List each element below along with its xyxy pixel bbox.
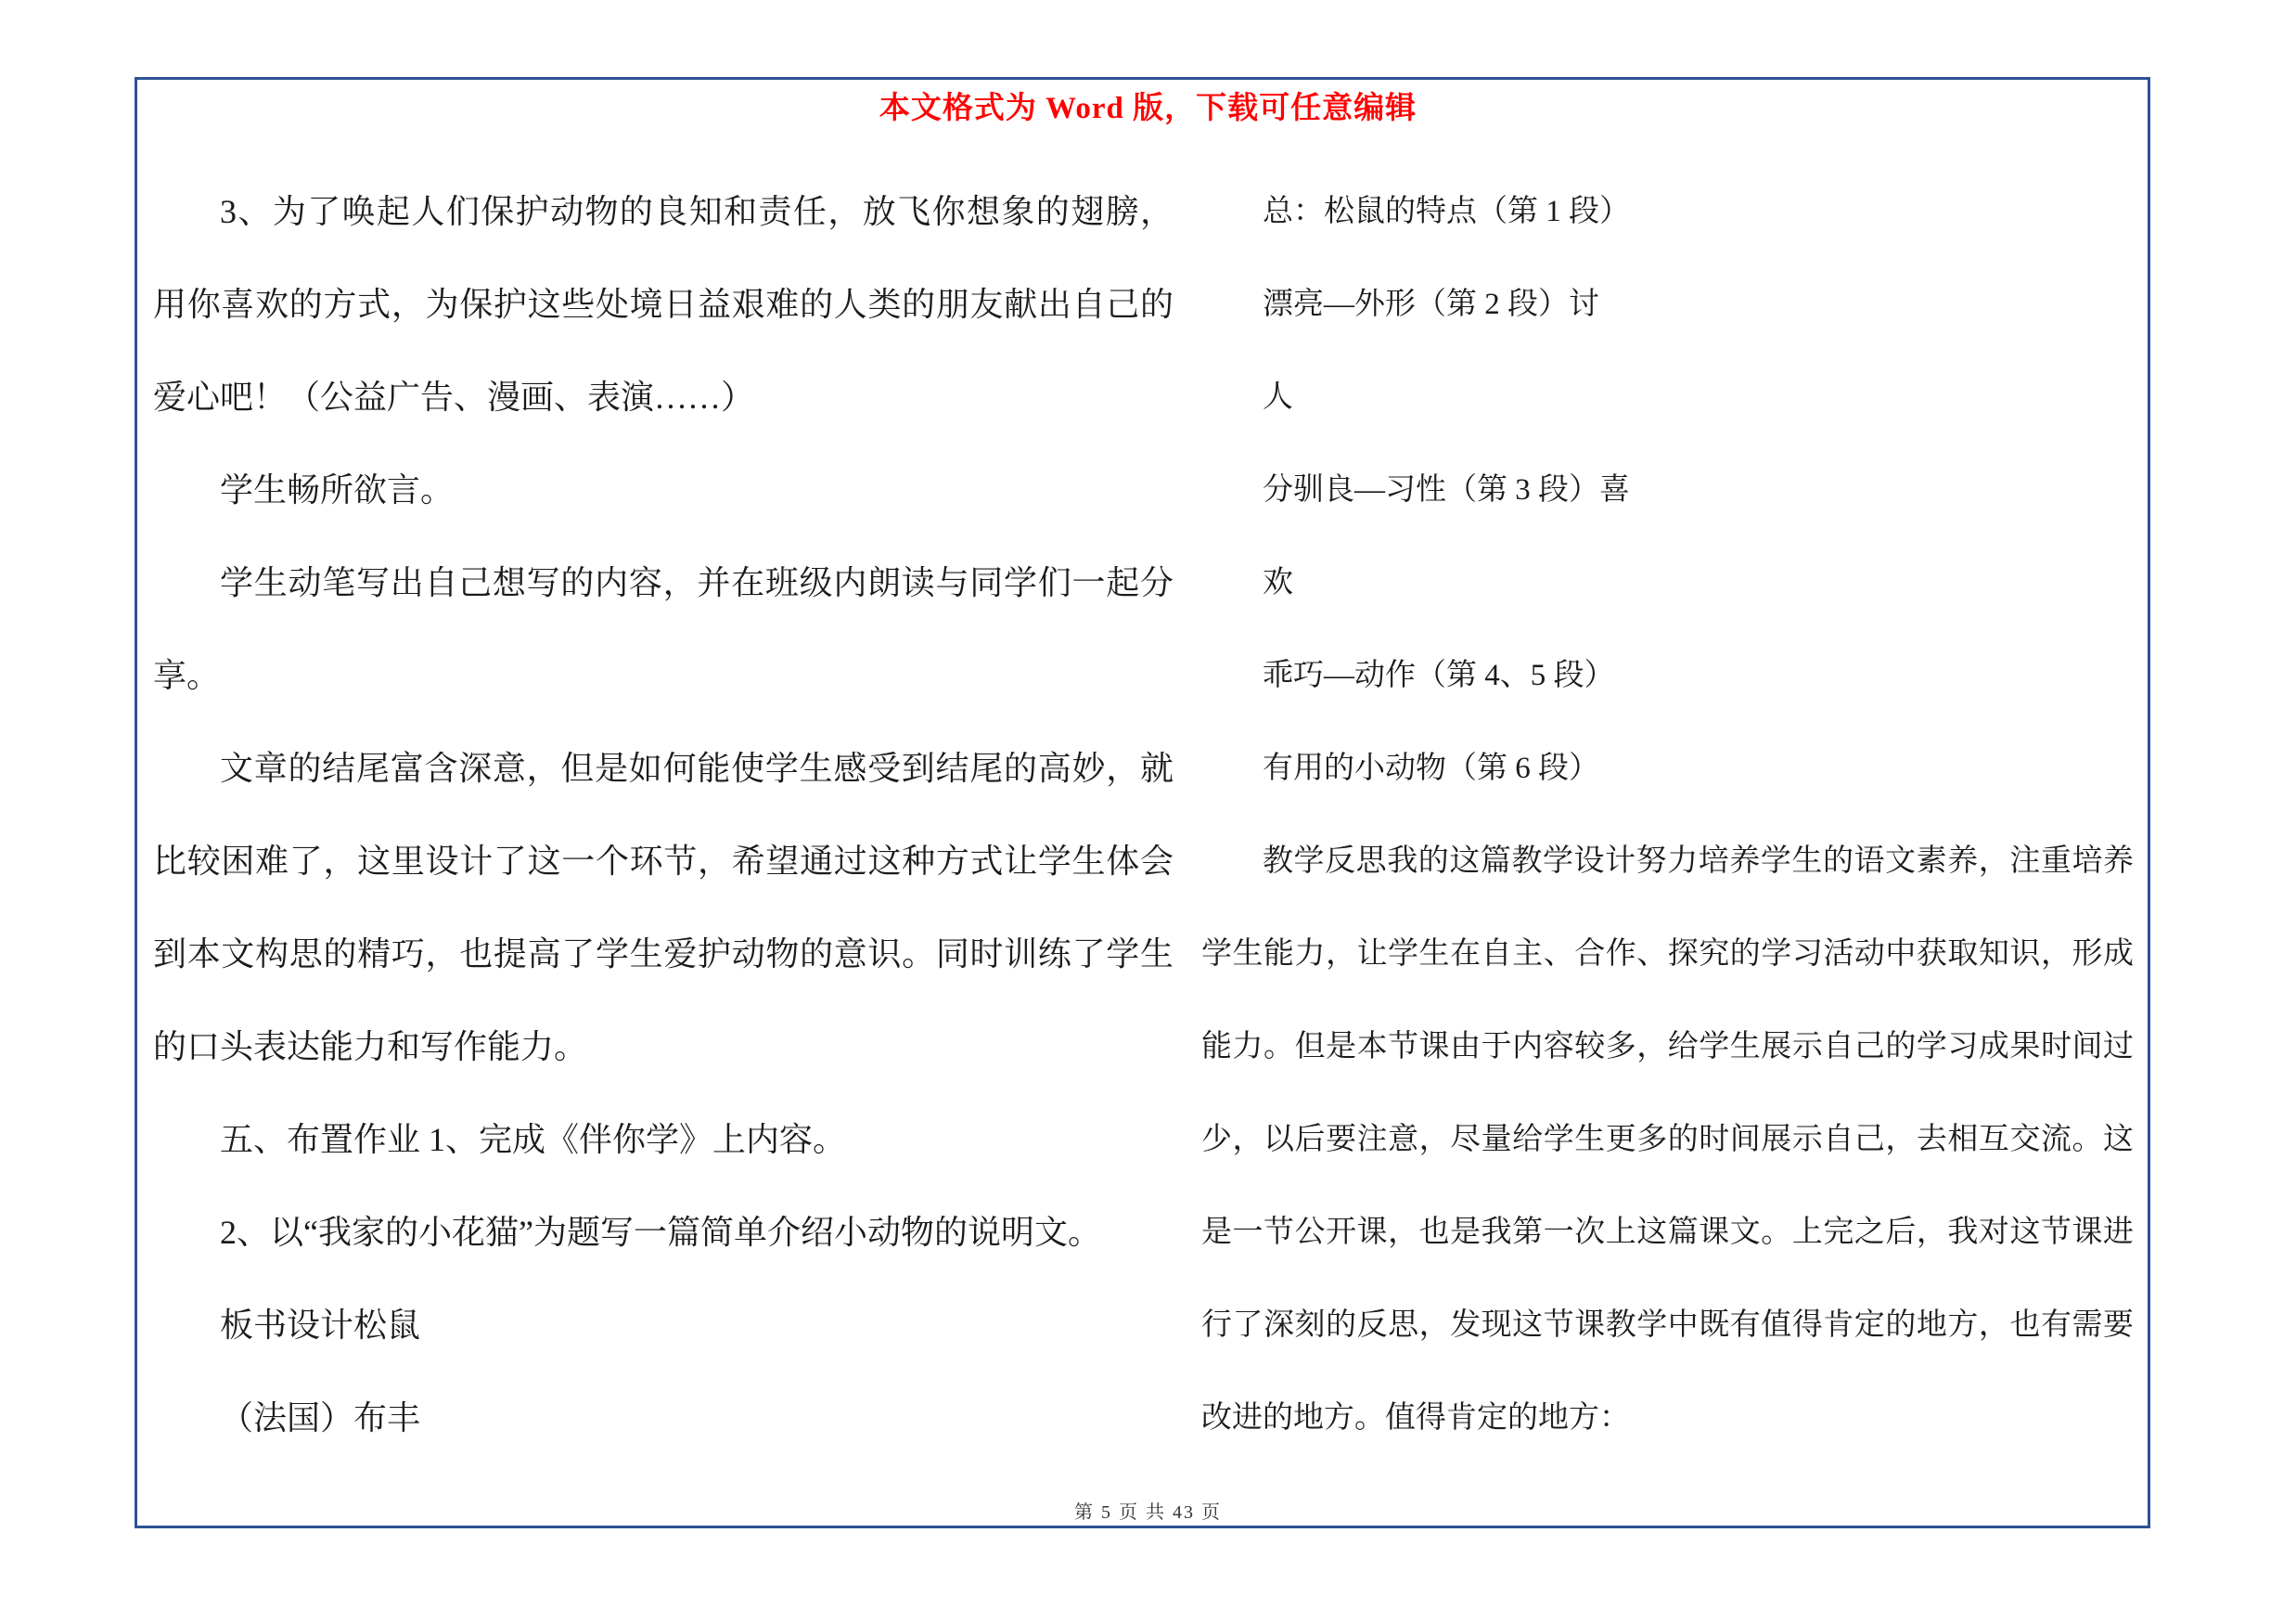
text-line: 漂亮—外形（第 2 段）讨 [1263,288,1599,321]
text-line: 改进的地方。值得肯定的地方： [1201,1401,1630,1435]
text-line: 文章的结尾富含深意，但是如何能使学生感受到结尾的高妙，就 [220,750,1174,787]
text-line: 总：松鼠的特点（第 1 段） [1263,195,1630,228]
text-line: 乖巧—动作（第 4、5 段） [1263,659,1615,692]
text-line: 用你喜欢的方式，为保护这些处境日益艰难的人类的朋友献出自己的 [153,286,1174,323]
text-line: 学生动笔写出自己想写的内容，并在班级内朗读与同学们一起分 [220,564,1174,601]
text-line: 行了深刻的反思，发现这节课教学中既有值得肯定的地方，也有需要 [1201,1308,2134,1342]
text-line: 板书设计松鼠 [220,1307,421,1344]
text-line: 有用的小动物（第 6 段） [1263,752,1599,785]
text-line: 欢 [1263,566,1293,599]
text-line: 到本文构思的精巧，也提高了学生爱护动物的意识。同时训练了学生 [153,935,1174,973]
text-line: 少，以后要注意，尽量给学生更多的时间展示自己，去相互交流。这 [1201,1123,2134,1156]
text-line: 分驯良—习性（第 3 段）喜 [1263,473,1630,507]
text-line: （法国）布丰 [220,1399,421,1436]
right-text-column [1201,165,2134,1464]
text-line: 3、为了唤起人们保护动物的良知和责任，放飞你想象的翅膀， [220,193,1174,230]
text-line: 教学反思我的这篇教学设计努力培养学生的语文素养，注重培养 [1263,844,2134,878]
text-line: 是一节公开课，也是我第一次上这篇课文。上完之后，我对这节课进 [1201,1216,2134,1249]
text-line: 的口头表达能力和写作能力。 [153,1028,588,1065]
text-line: 享。 [153,657,221,694]
text-line: 五、布置作业 1、完成《伴你学》上内容。 [220,1121,847,1158]
text-line: 2、以“我家的小花猫”为题写一篇简单介绍小动物的说明文。 [220,1214,1101,1251]
text-line: 学生畅所欲言。 [220,471,455,509]
left-text-column [153,165,1174,1464]
text-line: 能力。但是本节课由于内容较多，给学生展示自己的学习成果时间过 [1201,1030,2134,1063]
text-line: 学生能力，让学生在自主、合作、探究的学习活动中获取知识，形成 [1201,937,2134,971]
text-line: 人 [1263,380,1293,414]
editable-word-notice: 本文格式为 Word 版，下载可任意编辑 [879,92,1417,125]
text-line: 比较困难了，这里设计了这一个环节，希望通过这种方式让学生体会 [153,843,1174,880]
text-line: 爱心吧！（公益广告、漫画、表演……） [153,379,755,416]
footer-page-number: 第 5 页 共 43 页 [1074,1502,1222,1523]
